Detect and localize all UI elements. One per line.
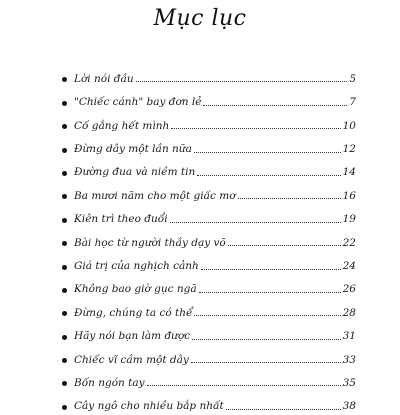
toc-entry-line <box>74 401 356 412</box>
toc-entry-line <box>74 238 356 249</box>
bullet-icon <box>62 101 67 106</box>
toc-entry-page: 26 <box>342 283 356 296</box>
dotted-leader <box>136 80 348 82</box>
bullet-icon <box>62 358 67 363</box>
toc-entry <box>0 158 400 181</box>
bullet-icon <box>62 194 67 199</box>
toc-entry-title: Giá trị của nghịch cảnh <box>74 260 199 273</box>
toc-entry <box>0 275 400 298</box>
toc-entry-title: Bài học từ người thầy dạy võ <box>74 236 226 249</box>
dotted-leader <box>199 291 341 293</box>
table-of-contents <box>0 64 400 415</box>
toc-entry <box>0 204 400 227</box>
toc-entry-line <box>74 214 356 225</box>
toc-entry <box>0 345 400 368</box>
dotted-leader <box>194 314 340 316</box>
dotted-leader <box>147 384 341 386</box>
toc-entry-line <box>74 144 356 155</box>
toc-entry-page: 5 <box>349 72 356 85</box>
toc-entry-title: Đừng, chúng ta có thể <box>74 306 193 319</box>
toc-entry-title: Lời nói đầu <box>74 72 134 85</box>
bullet-icon <box>62 171 67 176</box>
toc-entry-line <box>74 261 356 272</box>
toc-entry-title: Đường đua và niềm tin <box>74 166 196 179</box>
toc-entry <box>0 321 400 344</box>
toc-entry-page: 24 <box>342 260 356 273</box>
bullet-icon <box>62 335 67 340</box>
toc-entry <box>0 368 400 391</box>
toc-entry-line <box>74 308 356 319</box>
page-title: Mục lục <box>153 6 247 31</box>
toc-entry <box>0 64 400 87</box>
toc-entry-title: Cây ngô cho nhiều bắp nhất <box>74 400 224 413</box>
toc-entry-title: Kiên trì theo đuổi <box>74 213 168 226</box>
toc-entry-page: 35 <box>342 376 356 389</box>
toc-entry-page: 33 <box>342 353 356 366</box>
dotted-leader <box>192 338 340 340</box>
toc-entry-line <box>74 284 356 295</box>
bullet-icon <box>62 148 67 153</box>
dotted-leader <box>197 174 340 176</box>
toc-entry-title: Cố gắng hết mình <box>74 119 170 132</box>
toc-entry <box>0 181 400 204</box>
dotted-leader <box>226 408 341 410</box>
toc-entry-line <box>74 331 356 342</box>
toc-entry <box>0 111 400 134</box>
toc-entry-page: 38 <box>342 400 356 413</box>
dotted-leader <box>203 104 347 106</box>
toc-entry-line <box>74 121 356 132</box>
bullet-icon <box>62 241 67 246</box>
toc-entry-line <box>74 167 356 178</box>
toc-entry-page: 7 <box>349 96 356 109</box>
toc-entry <box>0 134 400 157</box>
toc-entry <box>0 298 400 321</box>
dotted-leader <box>191 361 341 363</box>
toc-entry-page: 31 <box>342 330 356 343</box>
toc-entry-line <box>74 191 356 202</box>
bullet-icon <box>62 265 67 270</box>
bullet-icon <box>62 405 67 410</box>
bullet-icon <box>62 381 67 386</box>
toc-entry-page: 19 <box>342 213 356 226</box>
toc-entry-line <box>74 97 356 108</box>
toc-entry-page: 12 <box>342 143 356 156</box>
dotted-leader <box>228 244 341 246</box>
dotted-leader <box>238 197 341 199</box>
toc-entry-title: Hãy nói bạn làm được <box>74 330 191 343</box>
toc-entry-page: 14 <box>342 166 356 179</box>
toc-entry <box>0 87 400 110</box>
toc-entry-line <box>74 355 356 366</box>
toc-entry-title: "Chiếc cánh" bay đơn lẻ <box>74 96 202 109</box>
dotted-leader <box>201 268 341 270</box>
toc-entry-line <box>74 74 356 85</box>
toc-entry-title: Đừng dây một lần nữa <box>74 143 192 156</box>
dotted-leader <box>194 151 341 153</box>
toc-entry <box>0 391 400 414</box>
toc-entry-page: 16 <box>342 189 356 202</box>
toc-entry-page: 28 <box>342 306 356 319</box>
bullet-icon <box>62 311 67 316</box>
dotted-leader <box>171 127 340 129</box>
toc-entry-title: Ba mươi năm cho một giấc mơ <box>74 189 236 202</box>
toc-entry-title: Chiếc vĩ cầm một dây <box>74 353 189 366</box>
toc-entry-page: 10 <box>342 119 356 132</box>
dotted-leader <box>170 221 341 223</box>
toc-entry-page: 22 <box>342 236 356 249</box>
bullet-icon <box>62 218 67 223</box>
bullet-icon <box>62 288 67 293</box>
toc-entry <box>0 228 400 251</box>
toc-entry-title: Bốn ngón tay <box>74 376 145 389</box>
toc-entry-title: Không bao giờ gục ngã <box>74 283 197 296</box>
toc-entry <box>0 251 400 274</box>
bullet-icon <box>62 124 67 129</box>
toc-entry-line <box>74 378 356 389</box>
bullet-icon <box>62 77 67 82</box>
